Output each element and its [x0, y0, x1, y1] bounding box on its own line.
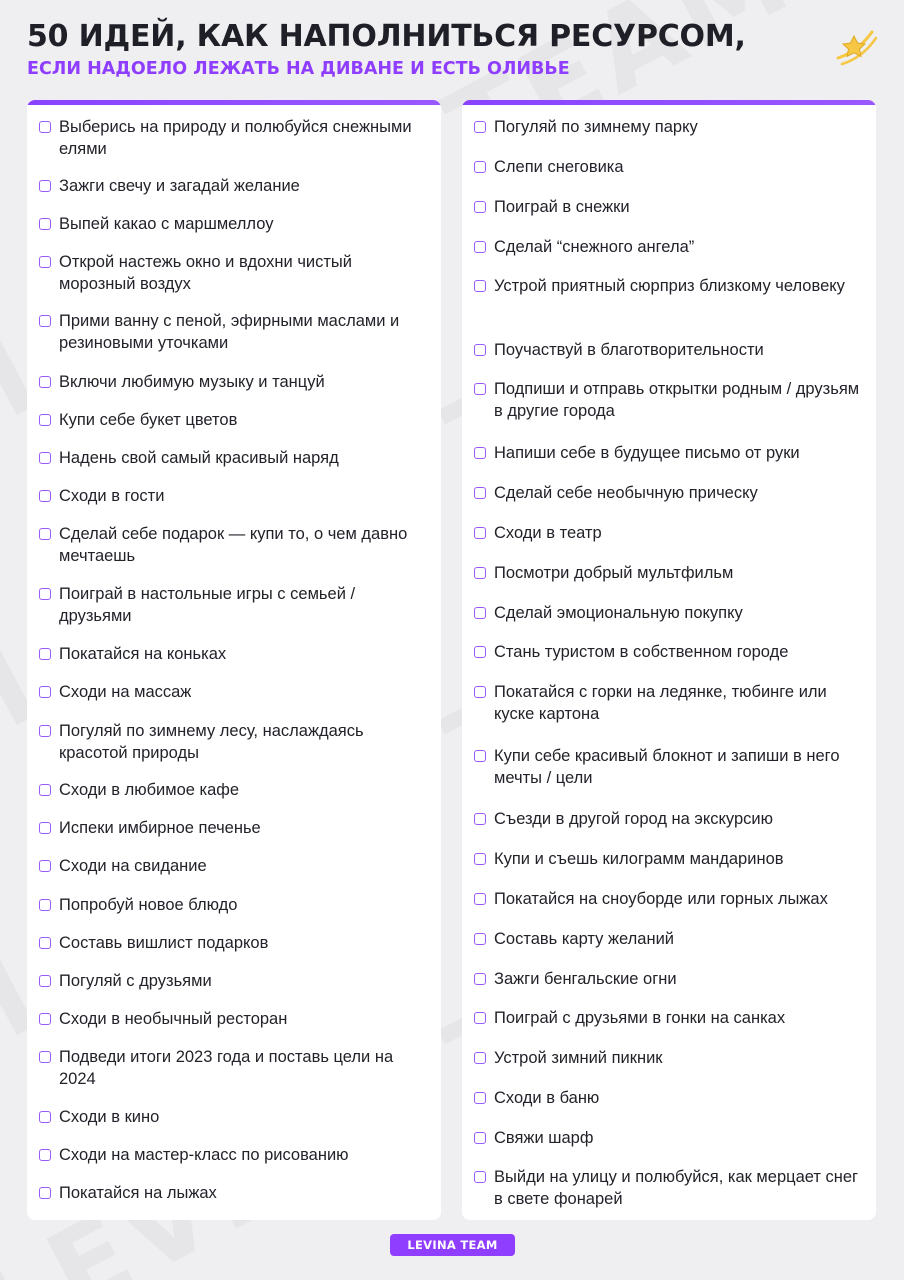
checkbox[interactable]: [474, 383, 486, 395]
checkbox[interactable]: [39, 686, 51, 698]
checklist-item: [27, 894, 441, 916]
checklist-item: [462, 562, 876, 584]
page-header: [27, 18, 827, 82]
checklist-item-label: Покатайся на лыжах: [59, 1184, 217, 1202]
checklist-item-label: Стань туристом в собственном городе: [494, 643, 789, 661]
checkbox[interactable]: [39, 1187, 51, 1199]
checklist-item-label: Сходи на мастер-класс по рисованию: [59, 1146, 349, 1164]
checkbox[interactable]: [39, 218, 51, 230]
checklist-item-label: Поиграй в настольные игры с семьей / друзьями: [59, 585, 356, 625]
checklist-item-label: Сходи в любимое кафе: [59, 781, 240, 799]
checklist-item: [27, 447, 441, 469]
checkbox[interactable]: [39, 1149, 51, 1161]
checklist-item: [27, 855, 441, 877]
checkbox[interactable]: [474, 1092, 486, 1104]
checklist-item: [462, 641, 876, 663]
checkbox[interactable]: [474, 1052, 486, 1064]
checklist-item: [462, 745, 876, 789]
checklist-item-label: Устрой приятный сюрприз близкому человеку: [494, 277, 845, 295]
checkbox[interactable]: [39, 490, 51, 502]
checkbox[interactable]: [39, 975, 51, 987]
checkbox[interactable]: [39, 822, 51, 834]
checkbox[interactable]: [39, 1051, 51, 1063]
checkbox[interactable]: [474, 1132, 486, 1144]
checklist-item-label: Попробуй новое блюдо: [59, 896, 238, 914]
checkbox[interactable]: [474, 686, 486, 698]
checklist-item: [462, 968, 876, 990]
checklist-item: [27, 643, 441, 665]
checklist-item: [462, 1087, 876, 1109]
checkbox[interactable]: [474, 973, 486, 985]
checklist-item: [27, 1182, 441, 1204]
checklist-item: [27, 409, 441, 431]
checklist-item-label: Погуляй по зимнему лесу, наслаждаясь красотой природы: [59, 722, 364, 762]
checklist-item: [27, 251, 441, 295]
checklist-item: [27, 213, 441, 235]
footer-badge: LEVINA TEAM: [390, 1234, 515, 1256]
checkbox[interactable]: [39, 315, 51, 327]
checkbox[interactable]: [474, 344, 486, 356]
checklist-item: [462, 848, 876, 870]
checklist-item-label: Выпей какао с маршмеллоу: [59, 215, 274, 233]
checklist-item: [27, 817, 441, 839]
checklist-item-label: Покатайся на сноуборде или горных лыжах: [494, 890, 828, 908]
checklist-item: [462, 442, 876, 464]
checklist-item-label: Открой настежь окно и вдохни чистый морозный воздух: [59, 253, 353, 293]
checklist-item-label: Слепи снеговика: [494, 158, 624, 176]
checklist-item-label: Сделай эмоциональную покупку: [494, 604, 743, 622]
checklist-item: [462, 156, 876, 178]
checkbox[interactable]: [474, 750, 486, 762]
checklist-item-label: Погуляй по зимнему парку: [494, 118, 698, 136]
checklist-item: [462, 1047, 876, 1069]
checklist-item: [27, 175, 441, 197]
checklist-item-label: Купи себе красивый блокнот и запиши в него мечты / цели: [494, 747, 840, 787]
checkbox[interactable]: [474, 607, 486, 619]
checkbox[interactable]: [474, 527, 486, 539]
checklist-item: [462, 116, 876, 138]
checkbox[interactable]: [39, 860, 51, 872]
checklist-item-label: Сходи в гости: [59, 487, 165, 505]
checkbox[interactable]: [39, 725, 51, 737]
checklist-item-label: Составь карту желаний: [494, 930, 675, 948]
checkbox[interactable]: [474, 933, 486, 945]
ideas-list-left: [27, 100, 441, 1220]
checklist-item: [27, 485, 441, 507]
checklist-item-label: Поиграй в снежки: [494, 198, 630, 216]
checklist-item: [462, 1166, 876, 1210]
checklist-item: [462, 275, 876, 297]
checklist-item-label: Выберись на природу и полюбуйся снежными елями: [59, 118, 412, 158]
checklist-item: [27, 720, 441, 764]
checklist-item: [27, 1106, 441, 1128]
checklist-item-label: Съезди в другой город на экскурсию: [494, 810, 773, 828]
checklist-item-label: Свяжи шарф: [494, 1129, 594, 1147]
checklist-item-label: Сделай “снежного ангела”: [494, 238, 695, 256]
checklist-item: [27, 310, 441, 354]
page-title: 50 ИДЕЙ, КАК НАПОЛНИТЬСЯ РЕСУРСОМ,: [27, 19, 746, 54]
checklist-item: [462, 681, 876, 725]
checklist-item: [462, 196, 876, 218]
checkbox[interactable]: [39, 588, 51, 600]
checklist-item-label: Надень свой самый красивый наряд: [59, 449, 339, 467]
checklist-item-label: Посмотри добрый мультфильм: [494, 564, 734, 582]
checkbox[interactable]: [39, 376, 51, 388]
checkbox[interactable]: [39, 648, 51, 660]
card-accent-bar: [27, 100, 441, 105]
checklist-item-label: Сходи в театр: [494, 524, 602, 542]
checkbox[interactable]: [39, 414, 51, 426]
checklist-item-label: Сходи на свидание: [59, 857, 207, 875]
checklist-item: [27, 1008, 441, 1030]
checklist-item-label: Устрой зимний пикник: [494, 1049, 663, 1067]
checkbox[interactable]: [474, 1012, 486, 1024]
checklist-item: [462, 236, 876, 258]
checklist-item: [462, 378, 876, 422]
checklist-item-label: Выйди на улицу и полюбуйся, как мерцает снег в свете фонарей: [494, 1168, 859, 1208]
checkbox[interactable]: [39, 937, 51, 949]
checkbox[interactable]: [39, 180, 51, 192]
checkbox[interactable]: [474, 161, 486, 173]
checkbox[interactable]: [474, 447, 486, 459]
checklist-item-label: Составь вишлист подарков: [59, 934, 269, 952]
checkbox[interactable]: [474, 201, 486, 213]
checkbox[interactable]: [474, 567, 486, 579]
checklist-item: [462, 928, 876, 950]
checklist-item-label: Сходи в необычный ресторан: [59, 1010, 288, 1028]
checklist-item-label: Сходи на массаж: [59, 683, 192, 701]
shooting-star-icon: [832, 24, 880, 68]
checkbox[interactable]: [474, 893, 486, 905]
checkbox[interactable]: [39, 121, 51, 133]
checkbox[interactable]: [474, 121, 486, 133]
checklist-item-label: Зажги свечу и загадай желание: [59, 177, 300, 195]
checklist-item: [27, 681, 441, 703]
checklist-item: [462, 339, 876, 361]
checklist-item: [27, 970, 441, 992]
checklist-item: [462, 1007, 876, 1029]
checkbox[interactable]: [39, 256, 51, 268]
checklist-item: [27, 116, 441, 160]
checkbox[interactable]: [474, 813, 486, 825]
checklist-item: [27, 583, 441, 627]
ideas-list-right: [462, 100, 876, 1220]
checklist-item: [27, 779, 441, 801]
checklist-item-label: Купи себе букет цветов: [59, 411, 238, 429]
checkbox[interactable]: [474, 280, 486, 292]
checklist-item: [462, 482, 876, 504]
page-subtitle: ЕСЛИ НАДОЕЛО ЛЕЖАТЬ НА ДИВАНЕ И ЕСТЬ ОЛИВЬЕ: [27, 59, 570, 79]
checklist-item: [27, 1144, 441, 1166]
checkbox[interactable]: [474, 646, 486, 658]
checkbox[interactable]: [39, 528, 51, 540]
checklist-item-label: Подведи итоги 2023 года и поставь цели на 2024: [59, 1048, 394, 1088]
checklist-item: [462, 602, 876, 624]
checklist-item: [462, 1127, 876, 1149]
card-accent-bar: [462, 100, 876, 105]
checklist-item-label: Сделай себе необычную прическу: [494, 484, 758, 502]
checkbox[interactable]: [474, 241, 486, 253]
checklist-item-label: Прими ванну с пеной, эфирными маслами и резиновыми уточками: [59, 312, 400, 352]
checklist-item: [462, 522, 876, 544]
checklist-item-label: Поиграй с друзьями в гонки на санках: [494, 1009, 786, 1027]
checklist-item-label: Включи любимую музыку и танцуй: [59, 373, 325, 391]
checklist-item-label: Сделай себе подарок — купи то, о чем давно мечтаешь: [59, 525, 408, 565]
checklist-item-label: Сходи в кино: [59, 1108, 160, 1126]
checklist-item: [27, 523, 441, 567]
checkbox[interactable]: [39, 784, 51, 796]
checklist-item-label: Купи и съешь килограмм мандаринов: [494, 850, 784, 868]
checklist-item-label: Зажги бенгальские огни: [494, 970, 677, 988]
checkbox[interactable]: [474, 1171, 486, 1183]
checkbox[interactable]: [474, 487, 486, 499]
checklist-item: [27, 1046, 441, 1090]
checklist-item: [27, 371, 441, 393]
checkbox[interactable]: [39, 1013, 51, 1025]
checkbox[interactable]: [39, 1111, 51, 1123]
checklist-item: [462, 808, 876, 830]
checklist-item-label: Покатайся с горки на ледянке, тюбинге или куске картона: [494, 683, 827, 723]
checklist-item-label: Сходи в баню: [494, 1089, 600, 1107]
checklist-item-label: Поучаствуй в благотворительности: [494, 341, 764, 359]
checklist-item: [27, 932, 441, 954]
checkbox[interactable]: [474, 853, 486, 865]
checklist-item-label: Испеки имбирное печенье: [59, 819, 261, 837]
checkbox[interactable]: [39, 899, 51, 911]
checkbox[interactable]: [39, 452, 51, 464]
checklist-item: [462, 888, 876, 910]
checklist-item-label: Покатайся на коньках: [59, 645, 227, 663]
checklist-item-label: Подпиши и отправь открытки родным / друзьям в другие города: [494, 380, 860, 420]
checklist-item-label: Напиши себе в будущее письмо от руки: [494, 444, 800, 462]
checklist-item-label: Погуляй с друзьями: [59, 972, 212, 990]
